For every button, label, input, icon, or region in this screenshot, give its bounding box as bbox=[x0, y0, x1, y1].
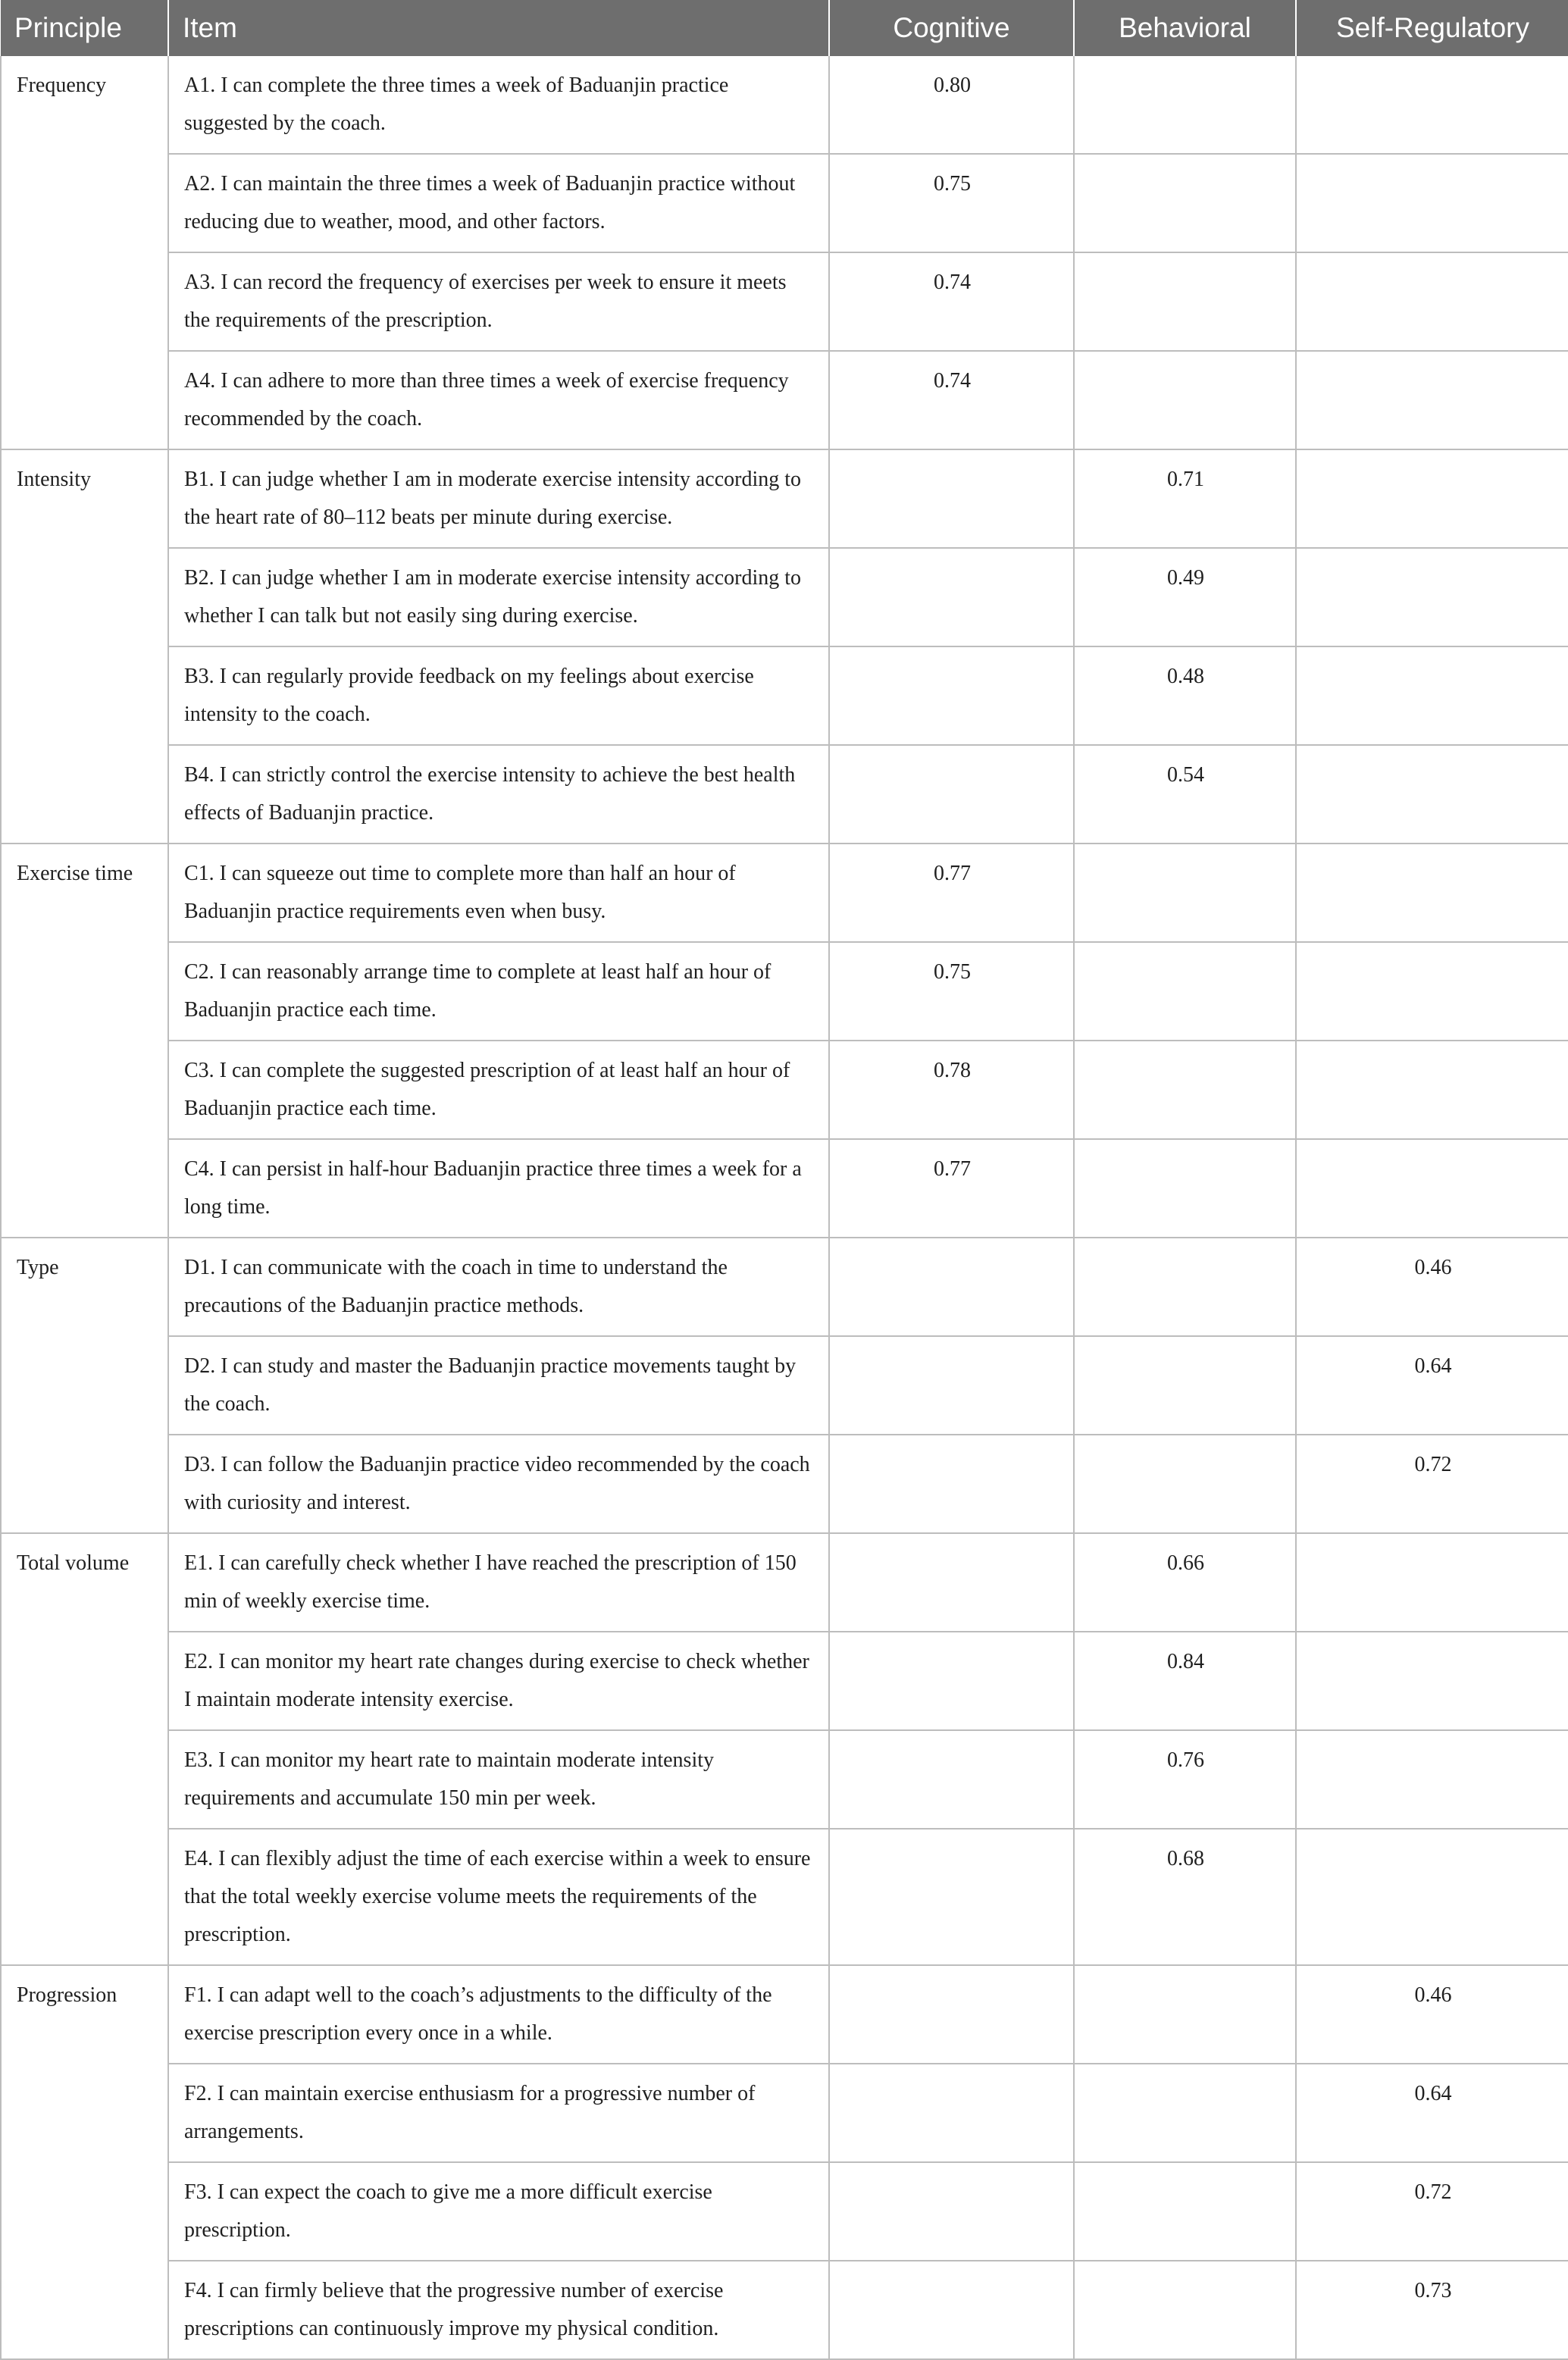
principle-cell: Frequency bbox=[1, 56, 168, 449]
item-cell: F3. I can expect the coach to give me a more difficult exercise prescription. bbox=[168, 2162, 829, 2261]
header-principle: Principle bbox=[1, 0, 168, 56]
cognitive-loading-cell bbox=[829, 1533, 1074, 1632]
item-cell: C1. I can squeeze out time to complete more than half an hour of Baduanjin practice requirements even when busy. bbox=[168, 844, 829, 942]
behavioral-loading-cell: 0.68 bbox=[1074, 1829, 1296, 1965]
cognitive-loading-cell bbox=[829, 449, 1074, 548]
table-header bbox=[1, 0, 1568, 56]
table-row bbox=[1, 1965, 1568, 2064]
table-row bbox=[1, 646, 1568, 745]
principle-cell: Total volume bbox=[1, 1533, 168, 1965]
item-cell: C2. I can reasonably arrange time to complete at least half an hour of Baduanjin practice each time. bbox=[168, 942, 829, 1041]
cognitive-loading-cell bbox=[829, 1965, 1074, 2064]
cognitive-loading-cell: 0.77 bbox=[829, 844, 1074, 942]
self-regulatory-loading-cell bbox=[1296, 1632, 1568, 1730]
behavioral-loading-cell: 0.54 bbox=[1074, 745, 1296, 844]
item-cell: D1. I can communicate with the coach in time to understand the precautions of the Baduanjin practice methods. bbox=[168, 1238, 829, 1336]
principle-cell: Intensity bbox=[1, 449, 168, 844]
behavioral-loading-cell: 0.76 bbox=[1074, 1730, 1296, 1829]
item-cell: E1. I can carefully check whether I have reached the prescription of 150 min of weekly exercise time. bbox=[168, 1533, 829, 1632]
self-regulatory-loading-cell bbox=[1296, 1829, 1568, 1965]
self-regulatory-loading-cell bbox=[1296, 351, 1568, 449]
item-cell: D2. I can study and master the Baduanjin practice movements taught by the coach. bbox=[168, 1336, 829, 1435]
table-row bbox=[1, 548, 1568, 646]
self-regulatory-loading-cell bbox=[1296, 1041, 1568, 1139]
self-regulatory-loading-cell: 0.72 bbox=[1296, 1435, 1568, 1533]
self-regulatory-loading-cell bbox=[1296, 449, 1568, 548]
behavioral-loading-cell bbox=[1074, 942, 1296, 1041]
cognitive-loading-cell bbox=[829, 1632, 1074, 1730]
table-row bbox=[1, 1041, 1568, 1139]
header-behavioral: Behavioral bbox=[1074, 0, 1296, 56]
table-row bbox=[1, 154, 1568, 252]
table-row bbox=[1, 351, 1568, 449]
item-cell: A4. I can adhere to more than three times a week of exercise frequency recommended by the coach. bbox=[168, 351, 829, 449]
cognitive-loading-cell bbox=[829, 2064, 1074, 2162]
cognitive-loading-cell bbox=[829, 2261, 1074, 2359]
cognitive-loading-cell bbox=[829, 1435, 1074, 1533]
item-cell: E4. I can flexibly adjust the time of each exercise within a week to ensure that the total weekly exercise volume meets the requirements of the prescription. bbox=[168, 1829, 829, 1965]
item-cell: B2. I can judge whether I am in moderate exercise intensity according to whether I can talk but not easily sing during exercise. bbox=[168, 548, 829, 646]
behavioral-loading-cell bbox=[1074, 1435, 1296, 1533]
table-row bbox=[1, 1238, 1568, 1336]
item-cell: D3. I can follow the Baduanjin practice video recommended by the coach with curiosity and interest. bbox=[168, 1435, 829, 1533]
self-regulatory-loading-cell: 0.46 bbox=[1296, 1965, 1568, 2064]
cognitive-loading-cell bbox=[829, 1336, 1074, 1435]
behavioral-loading-cell: 0.84 bbox=[1074, 1632, 1296, 1730]
self-regulatory-loading-cell: 0.64 bbox=[1296, 1336, 1568, 1435]
table-row bbox=[1, 2261, 1568, 2359]
behavioral-loading-cell bbox=[1074, 154, 1296, 252]
header-row bbox=[1, 0, 1568, 56]
self-regulatory-loading-cell bbox=[1296, 942, 1568, 1041]
self-regulatory-loading-cell: 0.72 bbox=[1296, 2162, 1568, 2261]
behavioral-loading-cell bbox=[1074, 2261, 1296, 2359]
item-cell: A3. I can record the frequency of exercises per week to ensure it meets the requirements of the prescription. bbox=[168, 252, 829, 351]
behavioral-loading-cell bbox=[1074, 2162, 1296, 2261]
self-regulatory-loading-cell bbox=[1296, 252, 1568, 351]
table-row bbox=[1, 1632, 1568, 1730]
table-row bbox=[1, 1730, 1568, 1829]
table-row bbox=[1, 449, 1568, 548]
item-cell: E2. I can monitor my heart rate changes during exercise to check whether I maintain moderate intensity exercise. bbox=[168, 1632, 829, 1730]
table-row bbox=[1, 252, 1568, 351]
cognitive-loading-cell bbox=[829, 2162, 1074, 2261]
item-cell: F2. I can maintain exercise enthusiasm for a progressive number of arrangements. bbox=[168, 2064, 829, 2162]
self-regulatory-loading-cell: 0.64 bbox=[1296, 2064, 1568, 2162]
cognitive-loading-cell: 0.75 bbox=[829, 942, 1074, 1041]
principle-cell: Type bbox=[1, 1238, 168, 1533]
item-cell: A2. I can maintain the three times a week of Baduanjin practice without reducing due to weather, mood, and other factors. bbox=[168, 154, 829, 252]
table-row bbox=[1, 1829, 1568, 1965]
table-row bbox=[1, 1435, 1568, 1533]
self-regulatory-loading-cell bbox=[1296, 1533, 1568, 1632]
principle-cell: Exercise time bbox=[1, 844, 168, 1238]
behavioral-loading-cell bbox=[1074, 1139, 1296, 1238]
self-regulatory-loading-cell bbox=[1296, 844, 1568, 942]
table-row bbox=[1, 2162, 1568, 2261]
behavioral-loading-cell bbox=[1074, 1336, 1296, 1435]
item-cell: B4. I can strictly control the exercise intensity to achieve the best health effects of Baduanjin practice. bbox=[168, 745, 829, 844]
item-cell: E3. I can monitor my heart rate to maintain moderate intensity requirements and accumulate 150 min per week. bbox=[168, 1730, 829, 1829]
item-cell: C4. I can persist in half-hour Baduanjin practice three times a week for a long time. bbox=[168, 1139, 829, 1238]
item-cell: A1. I can complete the three times a week of Baduanjin practice suggested by the coach. bbox=[168, 56, 829, 154]
self-regulatory-loading-cell bbox=[1296, 1139, 1568, 1238]
cognitive-loading-cell bbox=[829, 1730, 1074, 1829]
behavioral-loading-cell bbox=[1074, 1238, 1296, 1336]
behavioral-loading-cell: 0.48 bbox=[1074, 646, 1296, 745]
principle-cell: Progression bbox=[1, 1965, 168, 2359]
cognitive-loading-cell: 0.74 bbox=[829, 351, 1074, 449]
cognitive-loading-cell bbox=[829, 745, 1074, 844]
behavioral-loading-cell: 0.66 bbox=[1074, 1533, 1296, 1632]
behavioral-loading-cell bbox=[1074, 844, 1296, 942]
self-regulatory-loading-cell bbox=[1296, 154, 1568, 252]
table-row bbox=[1, 2064, 1568, 2162]
cognitive-loading-cell: 0.74 bbox=[829, 252, 1074, 351]
self-regulatory-loading-cell bbox=[1296, 548, 1568, 646]
table-row bbox=[1, 942, 1568, 1041]
table-row bbox=[1, 1139, 1568, 1238]
cognitive-loading-cell bbox=[829, 646, 1074, 745]
cognitive-loading-cell: 0.78 bbox=[829, 1041, 1074, 1139]
self-regulatory-loading-cell bbox=[1296, 1730, 1568, 1829]
cognitive-loading-cell bbox=[829, 1829, 1074, 1965]
cognitive-loading-cell: 0.77 bbox=[829, 1139, 1074, 1238]
behavioral-loading-cell bbox=[1074, 351, 1296, 449]
cognitive-loading-cell bbox=[829, 1238, 1074, 1336]
item-cell: B3. I can regularly provide feedback on my feelings about exercise intensity to the coach. bbox=[168, 646, 829, 745]
behavioral-loading-cell: 0.49 bbox=[1074, 548, 1296, 646]
item-cell: C3. I can complete the suggested prescription of at least half an hour of Baduanjin practice each time. bbox=[168, 1041, 829, 1139]
cognitive-loading-cell: 0.75 bbox=[829, 154, 1074, 252]
table-row bbox=[1, 745, 1568, 844]
behavioral-loading-cell bbox=[1074, 1041, 1296, 1139]
cognitive-loading-cell bbox=[829, 548, 1074, 646]
table-row bbox=[1, 844, 1568, 942]
header-cognitive: Cognitive bbox=[829, 0, 1074, 56]
behavioral-loading-cell bbox=[1074, 1965, 1296, 2064]
behavioral-loading-cell bbox=[1074, 56, 1296, 154]
item-cell: F4. I can firmly believe that the progressive number of exercise prescriptions can continuously improve my physical condition. bbox=[168, 2261, 829, 2359]
self-regulatory-loading-cell bbox=[1296, 646, 1568, 745]
self-regulatory-loading-cell bbox=[1296, 745, 1568, 844]
header-self-regulatory: Self-Regulatory bbox=[1296, 0, 1568, 56]
behavioral-loading-cell bbox=[1074, 252, 1296, 351]
self-regulatory-loading-cell: 0.73 bbox=[1296, 2261, 1568, 2359]
table-body bbox=[1, 56, 1568, 2359]
header-item: Item bbox=[168, 0, 829, 56]
item-cell: F1. I can adapt well to the coach’s adjustments to the difficulty of the exercise prescription every once in a while. bbox=[168, 1965, 829, 2064]
item-cell: B1. I can judge whether I am in moderate exercise intensity according to the heart rate of 80–112 beats per minute during exercise. bbox=[168, 449, 829, 548]
cognitive-loading-cell: 0.80 bbox=[829, 56, 1074, 154]
table-row bbox=[1, 1336, 1568, 1435]
behavioral-loading-cell: 0.71 bbox=[1074, 449, 1296, 548]
self-regulatory-loading-cell bbox=[1296, 56, 1568, 154]
behavioral-loading-cell bbox=[1074, 2064, 1296, 2162]
self-regulatory-loading-cell: 0.46 bbox=[1296, 1238, 1568, 1336]
table-row bbox=[1, 56, 1568, 154]
table-row bbox=[1, 1533, 1568, 1632]
